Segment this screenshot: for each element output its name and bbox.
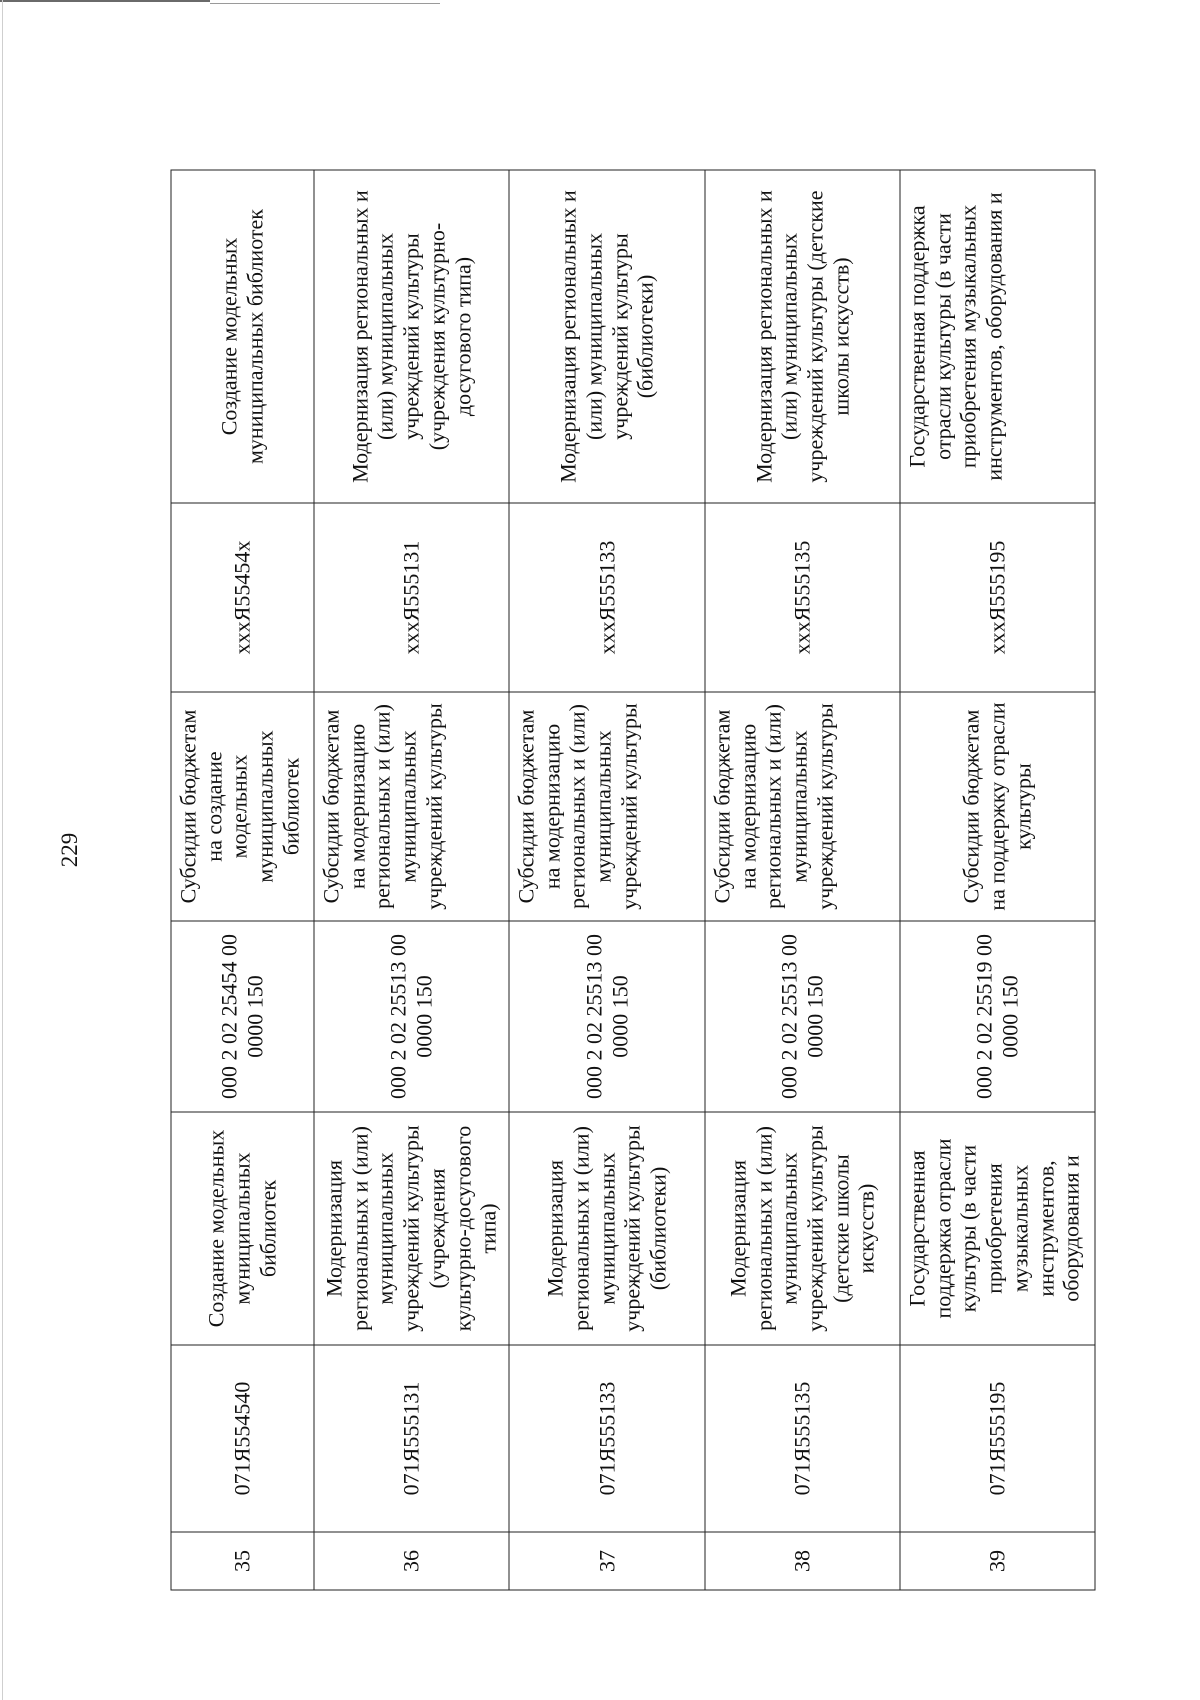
cell-name2: Модернизация региональных и (или) муниципальных учреждений культуры (детские школы искусств)	[705, 170, 900, 503]
cell-name: Создание модельных муниципальных библиотек	[171, 1112, 314, 1345]
cell-kbk: 000 2 02 25513 00 0000 150	[705, 921, 900, 1112]
cell-number: 35	[171, 1532, 314, 1590]
cell-kbk: 000 2 02 25519 00 0000 150	[900, 921, 1095, 1112]
cell-code2: xxxЯ555133	[509, 503, 705, 692]
cell-code2: xxxЯ555131	[314, 503, 509, 692]
cell-number: 39	[900, 1532, 1095, 1590]
cell-name2: Модернизация региональных и (или) муниципальных учреждений культуры (библиотеки)	[509, 170, 705, 503]
table-container	[171, 170, 1095, 1590]
cell-subsidy: Субсидии бюджетам на модернизацию региональных и (или) муниципальных учреждений культуры	[705, 692, 900, 921]
cell-number: 36	[314, 1532, 509, 1590]
scan-edge-mark	[0, 0, 210, 2]
cell-number: 38	[705, 1532, 900, 1590]
cell-subsidy: Субсидии бюджетам на модернизацию региональных и (или) муниципальных учреждений культуры	[314, 692, 509, 921]
scan-edge-mark	[210, 3, 440, 4]
cell-code2: xxxЯ55454x	[171, 503, 314, 692]
cell-code: 071Я555135	[705, 1345, 900, 1532]
table-row	[171, 170, 314, 1590]
cell-code: 071Я554540	[171, 1345, 314, 1532]
cell-name: Модернизация региональных и (или) муниципальных учреждений культуры (библиотеки)	[509, 1112, 705, 1345]
cell-name: Модернизация региональных и (или) муниципальных учреждений культуры (учреждения культурно-досугового типа)	[314, 1112, 509, 1345]
cell-code2: xxxЯ555135	[705, 503, 900, 692]
cell-code2: xxxЯ555195	[900, 503, 1095, 692]
table-row	[705, 170, 900, 1590]
cell-name2: Модернизация региональных и (или) муниципальных учреждений культуры (учреждения культурно-досугового типа)	[314, 170, 509, 503]
cell-subsidy: Субсидии бюджетам на поддержку отрасли культуры	[900, 692, 1095, 921]
table-row	[314, 170, 509, 1590]
cell-subsidy: Субсидии бюджетам на создание модельных муниципальных библиотек	[171, 692, 314, 921]
cell-subsidy: Субсидии бюджетам на модернизацию региональных и (или) муниципальных учреждений культуры	[509, 692, 705, 921]
cell-name2: Создание модельных муниципальных библиотек	[171, 170, 314, 503]
cell-code: 071Я555195	[900, 1345, 1095, 1532]
cell-kbk: 000 2 02 25513 00 0000 150	[314, 921, 509, 1112]
cell-name: Модернизация региональных и (или) муниципальных учреждений культуры (детские школы искусств)	[705, 1112, 900, 1345]
cell-number: 37	[509, 1532, 705, 1590]
table-row	[509, 170, 705, 1590]
cell-code: 071Я555133	[509, 1345, 705, 1532]
budget-classification-table	[171, 170, 1096, 1591]
cell-name: Государственная поддержка отрасли культуры (в части приобретения музыкальных инструментов, оборудования и	[900, 1112, 1095, 1345]
cell-name2: Государственная поддержка отрасли культуры (в части приобретения музыкальных инструментов, оборудования и	[900, 170, 1095, 503]
cell-kbk: 000 2 02 25454 00 0000 150	[171, 921, 314, 1112]
scan-edge-mark	[2, 0, 3, 1700]
page-number: 229	[57, 832, 82, 868]
table-row	[900, 170, 1095, 1590]
cell-kbk: 000 2 02 25513 00 0000 150	[509, 921, 705, 1112]
cell-code: 071Я555131	[314, 1345, 509, 1532]
